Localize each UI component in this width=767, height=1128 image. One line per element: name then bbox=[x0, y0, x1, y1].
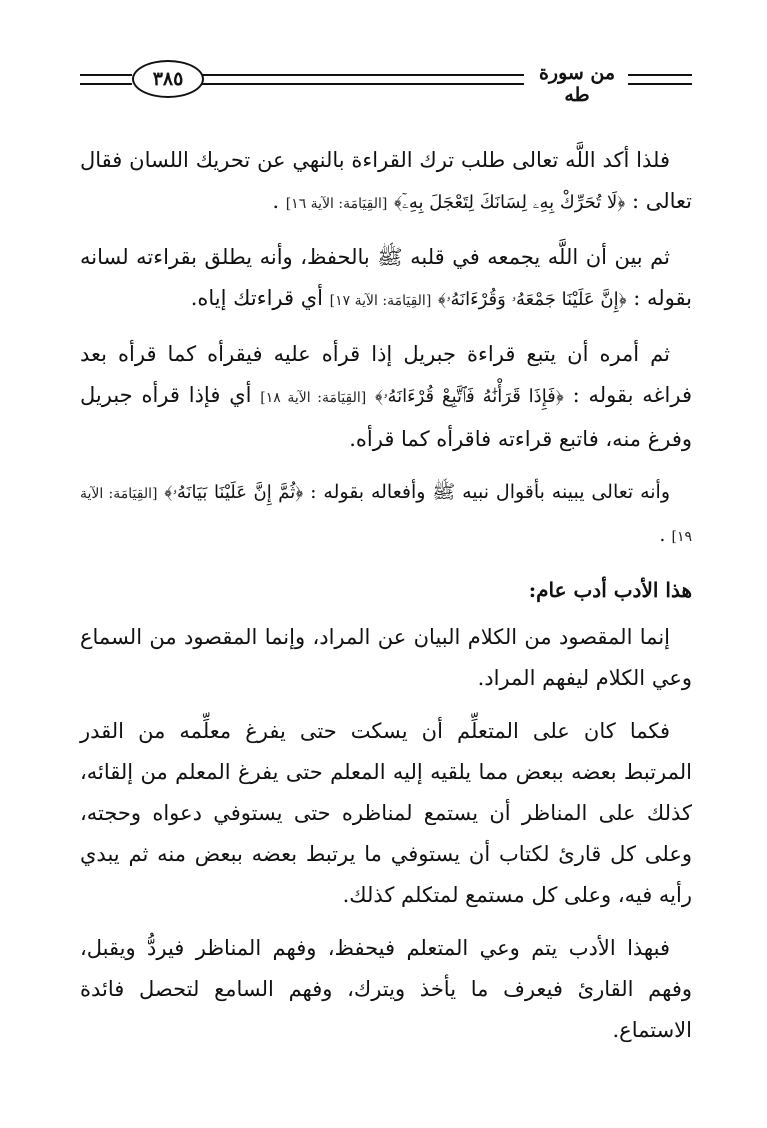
verse-reference: [القِيَامَة: الآية ١٩] bbox=[80, 486, 692, 545]
header-rule-left bbox=[80, 74, 132, 85]
paragraph-end: أي قراءتك إياه. bbox=[190, 286, 323, 310]
paragraph-end: أي فإذا قرأه جبريل وفرغ منه، فاتبع قراءته فاقرأه كما قرأه. bbox=[80, 383, 692, 451]
header-rule-right bbox=[628, 74, 692, 85]
paragraph bbox=[80, 140, 692, 225]
paragraph bbox=[80, 472, 692, 558]
paragraph-text: فلذا أكد اللَّه تعالى طلب ترك القراءة بالنهي عن تحريك اللسان فقال تعالى : bbox=[80, 148, 692, 213]
verse-reference: [القِيَامَة: الآية ١٦] bbox=[285, 196, 388, 212]
paragraph: إنما المقصود من الكلام البيان عن المراد، وإنما المقصود من السماع وعي الكلام ليفهم المراد. bbox=[80, 625, 692, 690]
paragraph-text: ثم أمره أن يتبع قراءة جبريل إذا قرأه عليه فيقرأه كما قرأه بعد فراغه بقوله : bbox=[80, 342, 692, 407]
paragraph-text: وأنه تعالى يبينه بأقوال نبيه ﷺ وأفعاله بقوله : bbox=[310, 481, 671, 503]
running-title: من سورة طه bbox=[538, 62, 616, 106]
header-rule-middle bbox=[202, 74, 524, 85]
paragraph bbox=[80, 237, 692, 322]
paragraph-text: ثم بين أن اللَّه يجمعه في قلبه ﷺ بالحفظ، وأنه يطلق بقراءته لسانه بقوله : bbox=[80, 245, 692, 310]
paragraph: فبهذا الأدب يتم وعي المتعلم فيحفظ، وفهم المناظر فيردُّ ويقبل، وفهم القارئ فيعرف ما يأخذ ويترك، وفهم السامع لتحصل فائدة الاستماع. bbox=[80, 936, 692, 1042]
paragraph-end: . bbox=[659, 524, 666, 546]
quran-verse: ﴿إِنَّ عَلَيْنَا جَمْعَهُۥ وَقُرْءَانَهُۥ﴾ bbox=[437, 289, 627, 310]
quran-verse: ﴿ثُمَّ إِنَّ عَلَيْنَا بَيَانَهُۥ﴾ bbox=[164, 482, 304, 503]
paragraph: فكما كان على المتعلِّم أن يسكت حتى يفرغ معلِّمه من القدر المرتبط بعضه ببعض مما يلقيه إليه المعلم حتى يفرغ المعلم من إلقائه، كذلك على المناظر أن يستمع لمناظره حتى يستوفي دعواه وحجته، وعلى كل قارئ لكتاب أن يستوفي ما يرتبط بعضه ببعض منه ثم يبدي رأيه فيه، وعلى كل مستمع لمتكلم كذلك. bbox=[80, 719, 692, 907]
section-heading: هذا الأدب أدب عام: bbox=[528, 578, 692, 602]
page-body bbox=[80, 140, 692, 1063]
verse-reference: [القِيَامَة: الآية ١٨] bbox=[260, 390, 367, 406]
paragraph-end: . bbox=[272, 189, 280, 213]
verse-reference: [القِيَامَة: الآية ١٧] bbox=[329, 293, 432, 309]
quran-verse: ﴿فَإِذَا قَرَأْنَٰهُ فَٱتَّبِعْ قُرْءَانَهُۥ﴾ bbox=[375, 386, 564, 407]
paragraph bbox=[80, 334, 692, 460]
page-header bbox=[80, 58, 692, 106]
page-number: ٣٨٥ bbox=[132, 60, 204, 98]
quran-verse: ﴿لَا تُحَرِّكْ بِهِۦ لِسَانَكَ لِتَعْجَلَ بِهِۦٓ﴾ bbox=[394, 192, 626, 213]
